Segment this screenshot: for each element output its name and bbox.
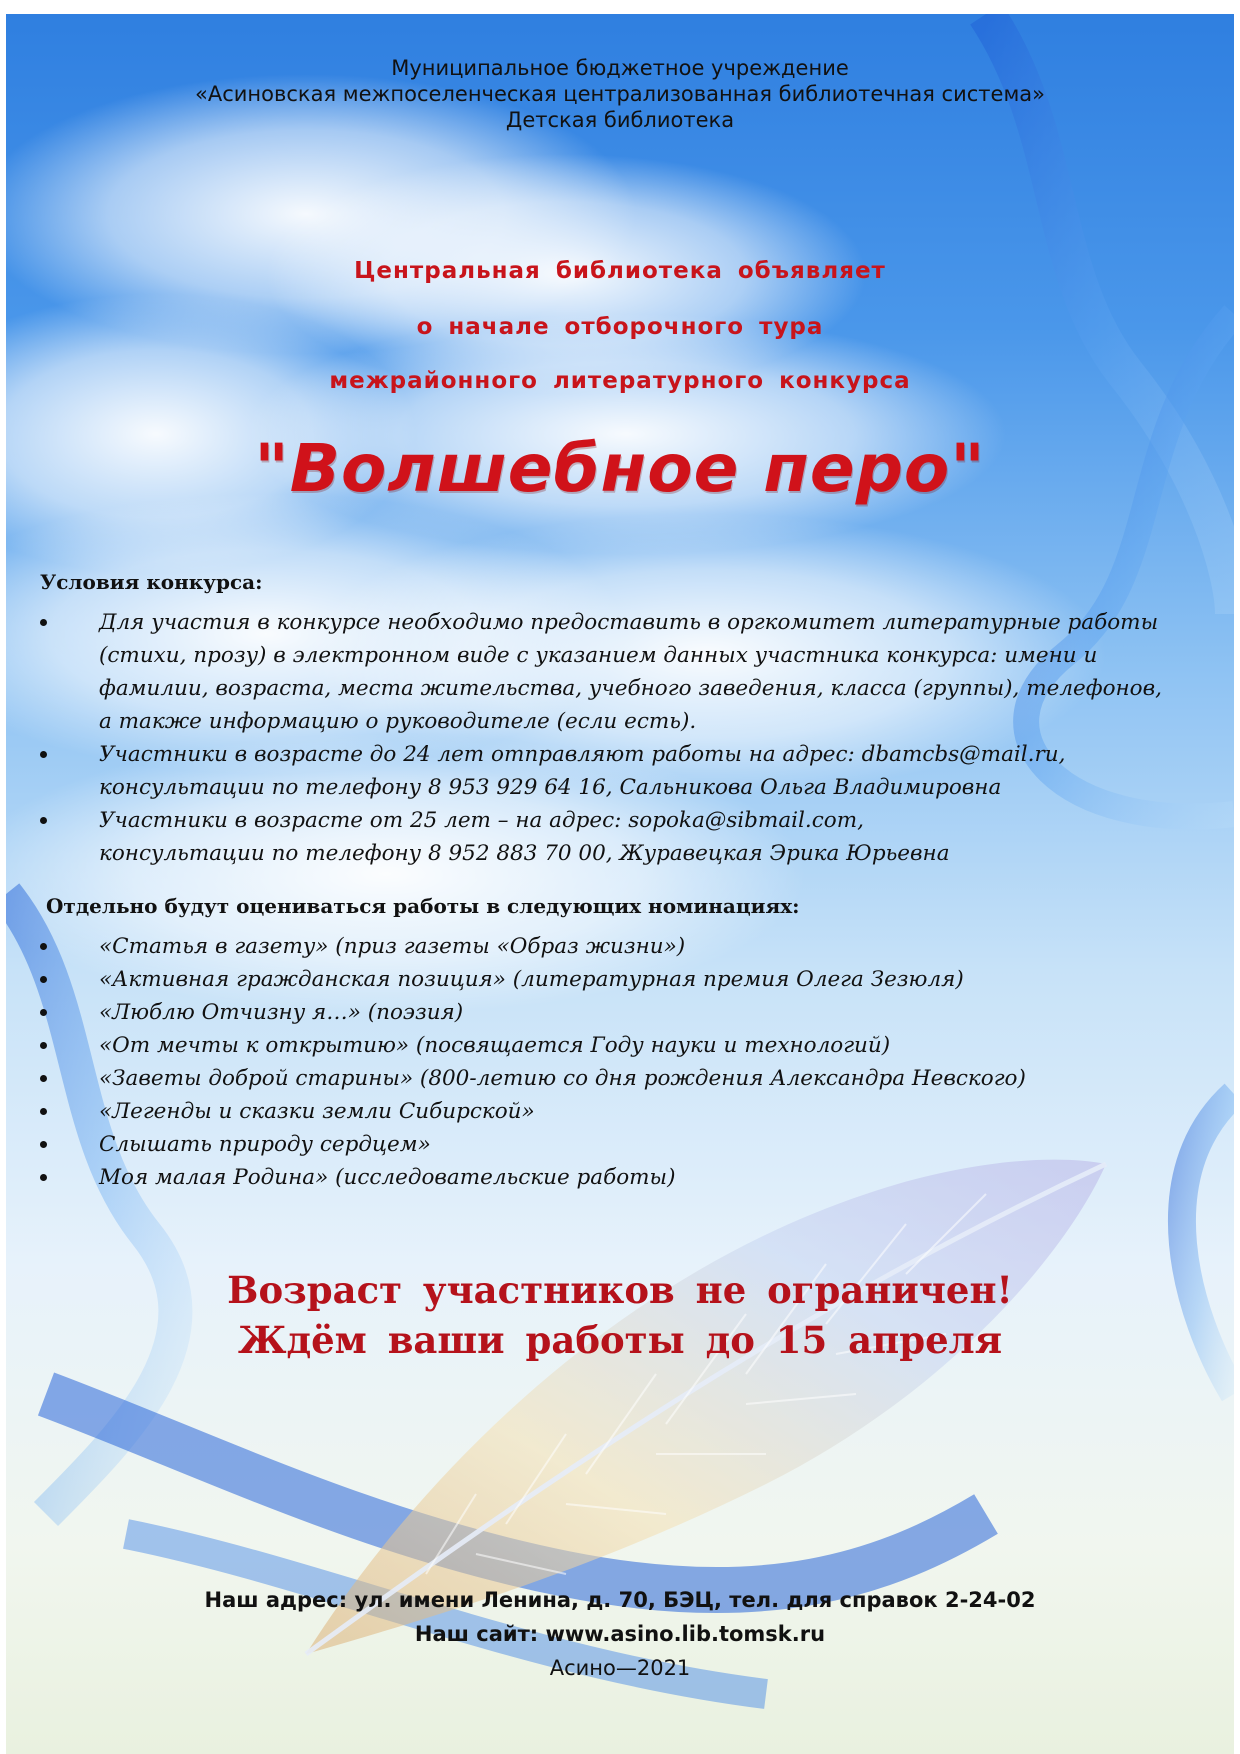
nomination-item-text: «Люблю Отчизну я…» (поэзия) [99, 1000, 464, 1025]
condition-item [40, 738, 1230, 804]
nominations-heading: Отдельно будут оцениваться работы в следующих номинациях: [46, 894, 800, 918]
condition-item-line: фамилии, возраста, места жительства, учебного заведения, класса (группы), телефонов, [99, 676, 1162, 701]
nomination-item [40, 930, 1200, 963]
bullet-icon [40, 751, 47, 758]
footer-address: Наш адрес: ул. имени Ленина, д. 70, БЭЦ, тел. для справок 2-24-02 [204, 1588, 1036, 1612]
condition-item [40, 804, 1230, 870]
condition-item-line: консультации по телефону 8 952 883 70 00, Журавецкая Эрика Юрьевна [99, 841, 950, 866]
bullet-icon [40, 1042, 47, 1049]
contest-title: "Волшебное перо" [254, 430, 986, 507]
nomination-item [40, 963, 1200, 996]
bullet-icon [40, 1141, 47, 1148]
announcement-line-2: о начале отборочного тура [416, 314, 824, 340]
condition-item-line: а также информацию о руководителе (если есть). [99, 709, 697, 734]
condition-item [40, 606, 1230, 738]
clouds [6, 74, 1106, 1014]
nomination-item-text: «От мечты к открытию» (посвящается Году науки и технологий) [99, 1033, 891, 1058]
bullet-icon [40, 1108, 47, 1115]
nomination-item-text: Моя малая Родина» (исследовательские работы) [99, 1165, 676, 1190]
nomination-item-text: «Заветы доброй старины» (800-летию со дня рождения Александра Невского) [99, 1066, 1026, 1091]
nominations-list [40, 930, 1200, 1194]
org-line-3: Детская библиотека [505, 108, 735, 132]
bullet-icon [40, 1174, 47, 1181]
condition-item-line: консультации по телефону 8 953 929 64 16, Сальникова Ольга Владимировна [99, 775, 1002, 800]
bullet-icon [40, 1009, 47, 1016]
nomination-item-text: «Статья в газету» (приз газеты «Образ жизни») [99, 934, 686, 959]
nomination-item-text: Слышать природу сердцем» [99, 1132, 431, 1157]
nomination-item [40, 996, 1200, 1029]
nomination-item [40, 1095, 1200, 1128]
bullet-icon [40, 619, 47, 626]
nomination-item-text: «Легенды и сказки земли Сибирской» [99, 1099, 535, 1124]
announcement-line-1: Центральная библиотека объявляет [354, 258, 886, 284]
nomination-item [40, 1128, 1200, 1161]
condition-item-line: (стихи, прозу) в электронном виде с указанием данных участника конкурса: имени и [99, 643, 1098, 668]
nomination-item [40, 1161, 1200, 1194]
org-line-1: Муниципальное бюджетное учреждение [391, 56, 849, 80]
deadline-call-to-action: Ждём ваши работы до 15 апреля [237, 1318, 1003, 1362]
nomination-item [40, 1062, 1200, 1095]
bullet-icon [40, 1075, 47, 1082]
announcement-line-3: межрайонного литературного конкурса [329, 368, 911, 394]
footer-city-year: Асино—2021 [549, 1656, 691, 1680]
conditions-list [40, 606, 1230, 870]
bullet-icon [40, 976, 47, 983]
age-call-to-action: Возраст участников не ограничен! [227, 1268, 1013, 1312]
conditions-heading: Условия конкурса: [40, 570, 263, 594]
org-line-2: «Асиновская межпоселенческая централизованная библиотечная система» [194, 82, 1046, 106]
bullet-icon [40, 817, 47, 824]
condition-item-line: Участники в возрасте от 25 лет – на адрес: sopoka@sibmail.com, [99, 808, 864, 833]
nomination-item-text: «Активная гражданская позиция» (литературная премия Олега Зезюля) [99, 967, 964, 992]
condition-item-line: Участники в возрасте до 24 лет отправляют работы на адрес: dbamcbs@mail.ru, [99, 742, 1066, 767]
condition-item-line: Для участия в конкурсе необходимо предоставить в оргкомитет литературные работы [99, 610, 1159, 635]
footer-site: Наш сайт: www.asino.lib.tomsk.ru [414, 1622, 826, 1646]
bullet-icon [40, 943, 47, 950]
nomination-item [40, 1029, 1200, 1062]
